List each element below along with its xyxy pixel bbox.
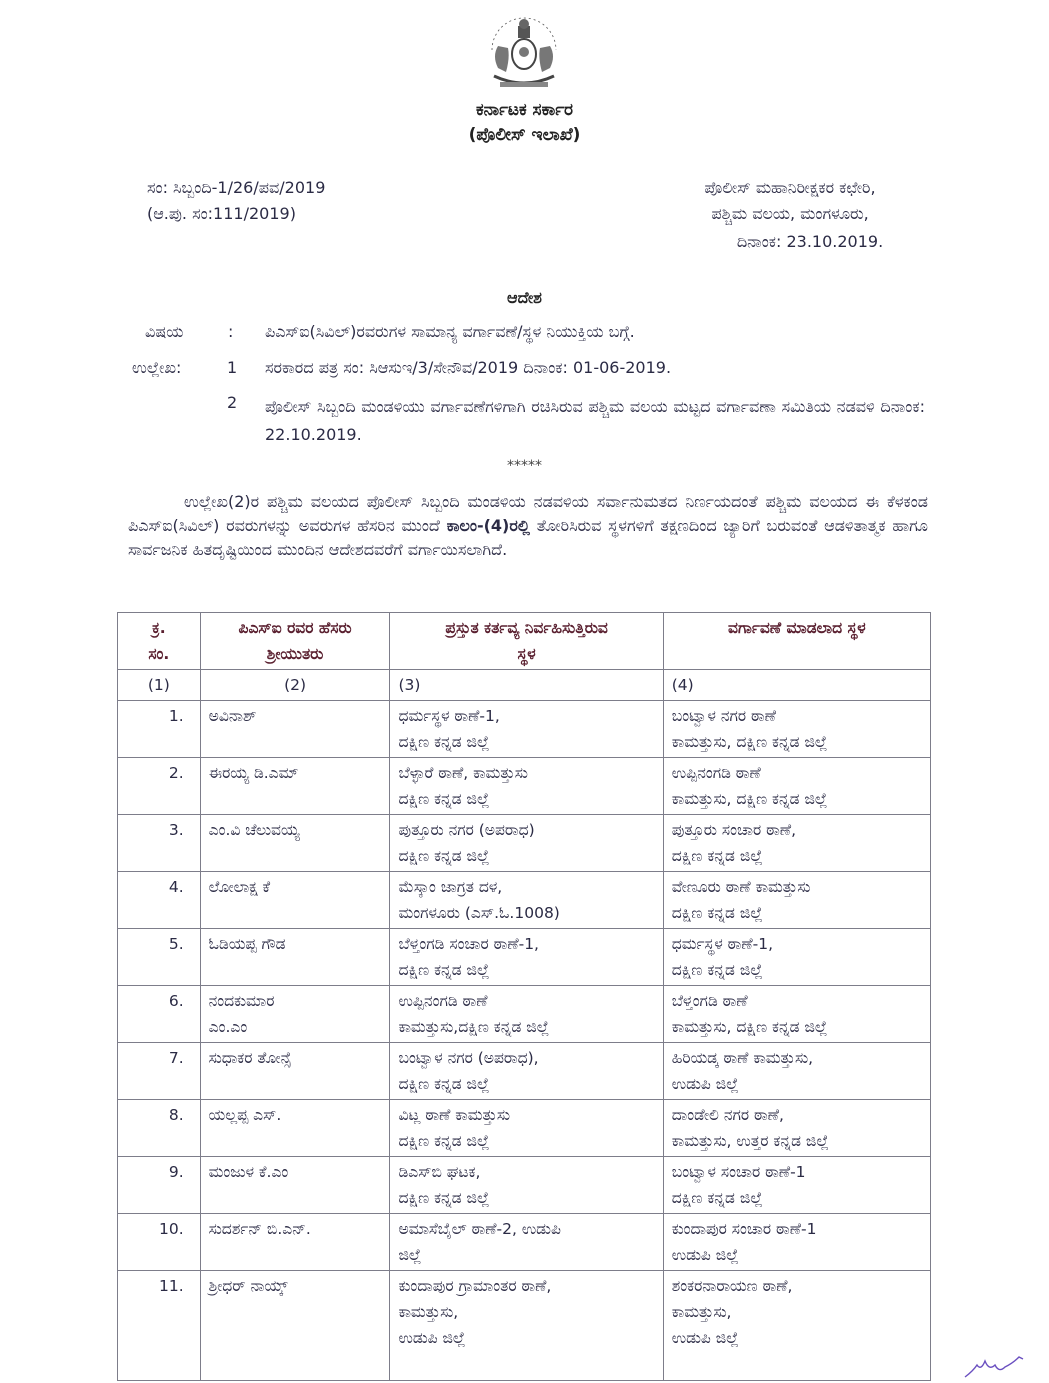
officer-name xyxy=(200,929,390,986)
body-column-reference: ಕಾಲಂ-(4)ರಲ್ಲಿ xyxy=(446,516,530,535)
transfer-place-line: ದಾಂಡೇಲಿ ನಗರ ಠಾಣೆ, xyxy=(671,1106,784,1124)
transfer-place-line: ದಕ್ಷಿಣ ಕನ್ನಡ ಜಿಲ್ಲೆ xyxy=(671,961,763,979)
officer-name xyxy=(200,1271,390,1381)
transfer-place-line: ದಕ್ಷಿಣ ಕನ್ನಡ ಜಿಲ್ಲೆ xyxy=(671,847,763,865)
table-row xyxy=(118,929,931,986)
current-place-line: ಡಿಎಸ್‌ಬಿ ಘಟಕ, xyxy=(398,1163,481,1181)
transfer-place xyxy=(663,986,930,1043)
subject-label: ವಿಷಯ xyxy=(145,322,184,341)
current-place-line: ಬೆಳ್ತಂಗಡಿ ಸಂಚಾರ ಠಾಣೆ-1, xyxy=(398,935,539,953)
officer-name xyxy=(200,701,390,758)
current-place-line: ದಕ್ಷಿಣ ಕನ್ನಡ ಜಿಲ್ಲೆ xyxy=(398,1075,490,1093)
table-row xyxy=(118,758,931,815)
header-serial-line2: ಸಂ. xyxy=(148,645,170,663)
table-body xyxy=(118,701,931,1381)
transfer-place xyxy=(663,872,930,929)
body-part-2: ತೋರಿಸಿರುವ ಸ್ಥಳಗಳಿಗೆ ತಕ್ಷಣದಿಂದ ಜ್ಯಾರಿಗೆ ಬರುವಂತೆ ಆಡಳಿತಾತ್ಮಕ ಹಾಗೂ ಸಾರ್ವಜನಿಕ ಹಿತದೃಷ್ಟಿಯಿಂದ ಮುಂದಿನ ಆದೇಶದವರೆಗೆ ವರ್ಗಾಯಿಸಲಾಗಿದೆ. xyxy=(128,516,928,559)
reference-1-number: 1 xyxy=(227,358,238,377)
officer-name-line: ಓಡಿಯಪ್ಪ ಗೌಡ xyxy=(208,935,286,953)
transfer-place xyxy=(663,1100,930,1157)
transfer-place-line: ಉಡುಪಿ ಜಿಲ್ಲೆ xyxy=(671,1246,739,1264)
transfer-place-line: ಕಾಮತ್ತುಸು, ದಕ್ಷಿಣ ಕನ್ನಡ ಜಿಲ್ಲೆ xyxy=(671,733,828,751)
current-place xyxy=(390,1157,663,1214)
current-place xyxy=(390,986,663,1043)
transfer-place-line: ಕುಂದಾಪುರ ಸಂಚಾರ ಠಾಣೆ-1 xyxy=(671,1220,817,1238)
officer-name-line: ನಂದಕುಮಾರ xyxy=(208,992,275,1010)
officer-name-line: ಯಲ್ಲಪ್ಪ ಎಸ್. xyxy=(208,1106,282,1124)
officer-name xyxy=(200,1043,390,1100)
serial-number: 4. xyxy=(118,872,201,929)
current-place xyxy=(390,701,663,758)
current-place-line: ದಕ್ಷಿಣ ಕನ್ನಡ ಜಿಲ್ಲೆ xyxy=(398,733,490,751)
document-date: ದಿನಾಂಕ: 23.10.2019. xyxy=(736,232,884,251)
reference-label: ಉಲ್ಲೇಖ: xyxy=(132,358,182,377)
header-name xyxy=(200,613,390,670)
officer-name-line: ಸುದರ್ಶನ್ ಬಿ.ಎನ್. xyxy=(208,1220,311,1238)
index-3: (3) xyxy=(390,670,663,701)
transfer-place xyxy=(663,701,930,758)
transfer-place-line: ದಕ್ಷಿಣ ಕನ್ನಡ ಜಿಲ್ಲೆ xyxy=(671,904,763,922)
order-body xyxy=(128,490,928,562)
table-row xyxy=(118,1214,931,1271)
current-place-line: ದಕ್ಷಿಣ ಕನ್ನಡ ಜಿಲ್ಲೆ xyxy=(398,1189,490,1207)
current-place xyxy=(390,815,663,872)
header-current-place xyxy=(390,613,663,670)
transfer-place-line: ಹಿರಿಯಡ್ಕ ಠಾಣೆ ಕಾಮತ್ತುಸು, xyxy=(671,1049,814,1067)
serial-number: 5. xyxy=(118,929,201,986)
officer-name xyxy=(200,872,390,929)
current-place-line: ಉಪ್ಪಿನಂಗಡಿ ಠಾಣೆ xyxy=(398,992,488,1010)
table-row xyxy=(118,1043,931,1100)
table-row xyxy=(118,872,931,929)
transfer-place xyxy=(663,1157,930,1214)
transfer-place-line: ಕಾಮತ್ತುಸು, ದಕ್ಷಿಣ ಕನ್ನಡ ಜಿಲ್ಲೆ xyxy=(671,1018,828,1036)
serial-number: 6. xyxy=(118,986,201,1043)
officer-name-line: ಶ್ರೀಧರ್ ನಾಯ್ಕ್ xyxy=(208,1277,288,1295)
transfer-place xyxy=(663,758,930,815)
table-row xyxy=(118,986,931,1043)
table-row xyxy=(118,1100,931,1157)
officer-name-line: ಸುಧಾಕರ ತೋನ್ಸೆ xyxy=(208,1049,292,1067)
serial-number: 10. xyxy=(118,1214,201,1271)
header-current-line2: ಸ್ಥಳ xyxy=(517,645,536,663)
current-place-line: ಉಡುಪಿ ಜಿಲ್ಲೆ xyxy=(398,1329,466,1347)
officer-name-line: ಅವಿನಾಶ್ xyxy=(208,707,257,725)
officer-name-line: ಮಂಜುಳ ಕೆ.ಎಂ xyxy=(208,1163,289,1181)
table-row xyxy=(118,701,931,758)
officer-name-line: ಈರಯ್ಯ ಡಿ.ಎಮ್ xyxy=(208,764,299,782)
transfer-place xyxy=(663,1214,930,1271)
transfer-place-line: ಬಂಟ್ವಾಳ ಸಂಚಾರ ಠಾಣೆ-1 xyxy=(671,1163,806,1181)
current-place-line: ದಕ್ಷಿಣ ಕನ್ನಡ ಜಿಲ್ಲೆ xyxy=(398,847,490,865)
serial-number: 11. xyxy=(118,1271,201,1381)
transfer-place xyxy=(663,1271,930,1381)
current-place-line: ಜಿಲ್ಲೆ xyxy=(398,1246,422,1264)
subject-text: ಪಿಎಸ್ಐ(ಸಿವಿಲ್)ರವರುಗಳ ಸಾಮಾನ್ಯ ವರ್ಗಾವಣೆ/ಸ್ಥಳ ನಿಯುಕ್ತಿಯ ಬಗ್ಗೆ. xyxy=(265,322,635,341)
officer-name xyxy=(200,758,390,815)
transfer-place-line: ಬೆಳ್ತಂಗಡಿ ಠಾಣೆ xyxy=(671,992,748,1010)
header-name-line2: ಶ್ರೀಯುತರು xyxy=(266,645,324,663)
officer-name-line: ಲೋಲಾಕ್ಷ ಕೆ xyxy=(208,878,271,896)
officer-name xyxy=(200,1214,390,1271)
officer-name-line: ಎಂ.ಎಂ xyxy=(208,1018,248,1036)
index-1: (1) xyxy=(118,670,201,701)
current-place xyxy=(390,929,663,986)
signature xyxy=(961,1351,1031,1379)
current-place-line: ಕಾಮತ್ತುಸು,ದಕ್ಷಿಣ ಕನ್ನಡ ಜಿಲ್ಲೆ xyxy=(398,1018,550,1036)
signature-scribble-icon xyxy=(961,1351,1031,1379)
transfer-place-line: ಉಪ್ಪಿನಂಗಡಿ ಠಾಣೆ xyxy=(671,764,761,782)
serial-number: 1. xyxy=(118,701,201,758)
current-place xyxy=(390,758,663,815)
karnataka-police-emblem xyxy=(478,10,570,98)
emblem-seal-icon xyxy=(478,10,570,98)
table-row xyxy=(118,1271,931,1381)
transfer-place xyxy=(663,1043,930,1100)
transfer-place-line: ಪುತ್ತೂರು ಸಂಚಾರ ಠಾಣೆ, xyxy=(671,821,797,839)
transfer-place-line: ಕಾಮತ್ತುಸು, ದಕ್ಷಿಣ ಕನ್ನಡ ಜಿಲ್ಲೆ xyxy=(671,790,828,808)
transfer-place-line: ಕಾಮತ್ತುಸು, xyxy=(671,1303,732,1321)
header-serial xyxy=(118,613,201,670)
officer-name xyxy=(200,1157,390,1214)
reference-number: ಸಂ: ಸಿಬ್ಬಂದಿ-1/26/ಪವ/2019 xyxy=(147,178,326,197)
serial-number: 9. xyxy=(118,1157,201,1214)
officer-name xyxy=(200,1100,390,1157)
transfer-place-line: ಬಂಟ್ವಾಳ ನಗರ ಠಾಣೆ xyxy=(671,707,776,725)
officer-name xyxy=(200,986,390,1043)
current-place-line: ಕಾಮತ್ತುಸು, xyxy=(398,1303,459,1321)
index-2: (2) xyxy=(200,670,390,701)
current-place-line: ಮೆಸ್ಕಾಂ ಜಾಗ್ರತ ದಳ, xyxy=(398,878,503,896)
serial-number: 7. xyxy=(118,1043,201,1100)
transfer-place-line: ವೇಣೂರು ಠಾಣೆ ಕಾಮತ್ತುಸು xyxy=(671,878,811,896)
current-place-line: ಅಮಾಸೆಬೈಲ್ ಠಾಣೆ-2, ಉಡುಪಿ xyxy=(398,1220,561,1238)
transfer-place-line: ದಕ್ಷಿಣ ಕನ್ನಡ ಜಿಲ್ಲೆ xyxy=(671,1189,763,1207)
current-place-line: ಪುತ್ತೂರು ನಗರ (ಅಪರಾಧ) xyxy=(398,821,535,839)
reference-2-number: 2 xyxy=(227,393,238,412)
table-index-row xyxy=(118,670,931,701)
serial-number: 3. xyxy=(118,815,201,872)
reference-1-text: ಸರಕಾರದ ಪತ್ರ ಸಂ: ಸಿಆಸುಇ/3/ಸೇನೌವ/2019 ದಿನಾಂಕ: 01-06-2019. xyxy=(265,358,672,377)
office-line-1: ಪೊಲೀಸ್ ಮಹಾನಿರೀಕ್ಷಕರ ಕಛೇರಿ, xyxy=(704,178,876,197)
government-name: ಕರ್ನಾಟಕ ಸರ್ಕಾರ xyxy=(475,100,574,120)
index-4: (4) xyxy=(663,670,930,701)
current-place xyxy=(390,872,663,929)
header-name-line1: ಪಿಎಸ್ಐ ರವರ ಹೆಸರು xyxy=(238,619,352,637)
transfer-place-line: ಉಡುಪಿ ಜಿಲ್ಲೆ xyxy=(671,1329,739,1347)
transfer-place-line: ಕಾಮತ್ತುಸು, ಉತ್ತರ ಕನ್ನಡ ಜಿಲ್ಲೆ xyxy=(671,1132,829,1150)
header-current-line1: ಪ್ರಸ್ತುತ ಕರ್ತವ್ಯ ನಿರ್ವಹಿಸುತ್ತಿರುವ xyxy=(445,619,608,637)
current-place xyxy=(390,1214,663,1271)
separator-stars: ***** xyxy=(507,458,542,474)
transfer-place-line: ಉಡುಪಿ ಜಿಲ್ಲೆ xyxy=(671,1075,739,1093)
reference-2-text: ಪೊಲೀಸ್ ಸಿಬ್ಬಂದಿ ಮಂಡಳಿಯು ವರ್ಗಾವಣೆಗಳಿಗಾಗಿ ರಚಿಸಿರುವ ಪಶ್ಚಿಮ ವಲಯ ಮಟ್ಟದ ವರ್ಗಾವಣಾ ಸಮಿತಿಯ ನಡವಳಿ ದಿನಾಂಕ: 22.10.2019. xyxy=(265,397,925,444)
subject-colon: : xyxy=(228,322,234,341)
current-place-line: ಕುಂದಾಪುರ ಗ್ರಾಮಾಂತರ ಠಾಣೆ, xyxy=(398,1277,552,1295)
office-line-2: ಪಶ್ಚಿಮ ವಲಯ, ಮಂಗಳೂರು, xyxy=(711,204,869,223)
order-number: (ಆ.ಪು. ಸಂ:111/2019) xyxy=(147,204,296,223)
current-place xyxy=(390,1100,663,1157)
serial-number: 2. xyxy=(118,758,201,815)
current-place-line: ಬಂಟ್ವಾಳ ನಗರ (ಅಪರಾಧ), xyxy=(398,1049,539,1067)
transfer-place-line: ಶಂಕರನಾರಾಯಣ ಠಾಣೆ, xyxy=(671,1277,793,1295)
table-header-row xyxy=(118,613,931,670)
table-row xyxy=(118,1157,931,1214)
department-name: (ಪೊಲೀಸ್ ಇಲಾಖೆ) xyxy=(468,125,581,145)
transfer-place-line: ಧರ್ಮಸ್ಥಳ ಠಾಣೆ-1, xyxy=(671,935,774,953)
current-place-line: ದಕ್ಷಿಣ ಕನ್ನಡ ಜಿಲ್ಲೆ xyxy=(398,1132,490,1150)
header-transfer-place: ವರ್ಗಾವಣೆ ಮಾಡಲಾದ ಸ್ಥಳ xyxy=(663,613,930,670)
order-title: ಆದೇಶ xyxy=(507,288,542,307)
current-place-line: ಬೆಳ್ಳಾರೆ ಠಾಣೆ, ಕಾಮತ್ತುಸು xyxy=(398,764,528,782)
current-place-line: ಮಂಗಳೂರು (ಎಸ್.ಓ.1008) xyxy=(398,904,560,922)
transfer-place xyxy=(663,815,930,872)
current-place xyxy=(390,1271,663,1381)
current-place-line: ದಕ್ಷಿಣ ಕನ್ನಡ ಜಿಲ್ಲೆ xyxy=(398,790,490,808)
current-place-line: ವಿಟ್ಲ ಠಾಣೆ ಕಾಮತ್ತುಸು xyxy=(398,1106,511,1124)
officer-name-line: ಎಂ.ವಿ ಚೆಲುವಯ್ಯ xyxy=(208,821,300,839)
current-place-line: ದಕ್ಷಿಣ ಕನ್ನಡ ಜಿಲ್ಲೆ xyxy=(398,961,490,979)
table-row xyxy=(118,815,931,872)
serial-number: 8. xyxy=(118,1100,201,1157)
body-part-1: ಉಲ್ಲೇಖ(2)ರ ಪಶ್ಚಿಮ ವಲಯದ ಪೊಲೀಸ್ ಸಿಬ್ಬಂದಿ ಮಂಡಳಿಯ ನಡವಳಿಯ ಸರ್ವಾನುಮತದ ನಿರ್ಣಯದಂತೆ ಪಶ್ಚಿಮ ವಲಯದ ಈ ಕೆಳಕಂಡ ಪಿಎಸ್ಐ(ಸಿವಿಲ್) ರವರುಗಳನ್ನು ಅವರುಗಳ ಹೆಸರಿನ ಮುಂದೆ xyxy=(128,492,928,535)
officer-name xyxy=(200,815,390,872)
transfer-place xyxy=(663,929,930,986)
transfer-table xyxy=(117,612,931,1381)
current-place-line: ಧರ್ಮಸ್ಥಳ ಠಾಣೆ-1, xyxy=(398,707,500,725)
header-serial-line1: ಕ್ರ. xyxy=(152,619,166,637)
current-place xyxy=(390,1043,663,1100)
